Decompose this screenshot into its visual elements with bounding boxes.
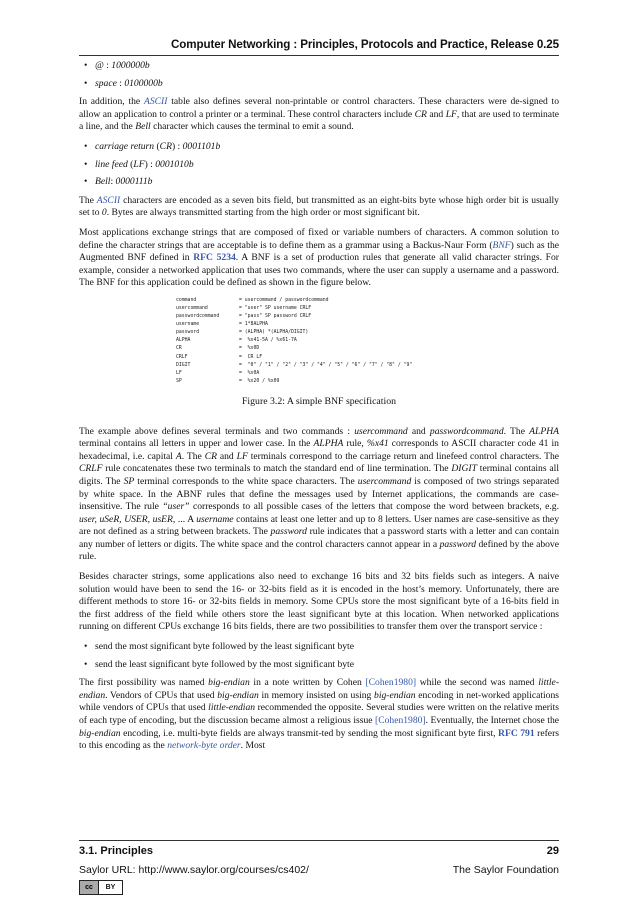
list-item: • @ : 1000000b [79, 60, 559, 73]
list-item: • carriage return (CR) : 0001101b [79, 141, 559, 154]
code-row: DIGIT = "0" / "1" / "2" / "3" / "4" / "5" / "6" / "7" / "8" / "9" [176, 362, 413, 368]
code-row: SP = %x20 / %x09 [176, 378, 280, 384]
paragraph-binary-fields: Besides character strings, some applications also need to exchange 16 bits and 32 bits fields such as integers. A naive solution would have been to send the 16- or 32-bits field as it is encoded in the host’s memory. Unfortunately, there are different methods to store 16- or 32-bits fields in memory. Some CPUs store the most significant byte of a 16-bits field in the first address of the field while others store the least significant byte at this location. When networked applications running on different CPUs exchange 16 bits fields, there are two possibilities to transfer them over the transport service : [79, 571, 559, 633]
paragraph-control-characters: In addition, the ASCII table also defines several non-printable or control characters. These characters were de-signed to allow an application to control a printer or a terminal. These control characters include CR and LF, that are used to terminate a line, and the Bell character which causes the terminal to emit a sound. [79, 96, 560, 133]
ascii-link[interactable]: ASCII [96, 194, 121, 206]
bullet-list-byte-order [79, 641, 559, 671]
paragraph-endianness: The first possibility was named big-endian in a note written by Cohen [Cohen1980] while the second was named little-endian. Vendors of CPUs that used big-endian in memory insisted on using big-endian encoding in net-worked applications while vendors of CPUs that used little-endian recommended the opposite. Several studies were written on the relative merits of each type of encoding, but the discussion became almost a religious issue [Cohen1980]. Eventually, the Internet chose the big-endian encoding, i.e. multi-byte fields are always transmit-ted by sending the most significant byte first, RFC 791 refers to this encoding as the network-byte order. Most [79, 677, 560, 752]
list-item: • send the least significant byte followed by the most significant byte [79, 659, 559, 672]
creative-commons-badge [79, 880, 123, 895]
footer-section: 3.1. Principles [79, 845, 153, 857]
cc-icon: cc [80, 881, 99, 894]
page-number: 29 [546, 845, 559, 857]
code-row: password = (ALPHA) *(ALPHA/DIGIT) [176, 330, 309, 336]
bullet-list-top [79, 60, 559, 90]
by-icon: BY [105, 884, 116, 891]
code-row: LF = %x0A [176, 370, 260, 376]
paragraph-bnf: Most applications exchange strings that are composed of fixed or variable numbers of characters. A common solution to define the character strings that are acceptable is to define them as a grammar using a Backus-Naur Form (BNF) such as the Augmented BNF defined in RFC 5234. A BNF is a set of production rules that generate all valid character strings. For example, consider a networked application that uses two commands, where the user can supply a username and a password. The BNF for this application could be defined as shown in the figure below. [79, 226, 560, 289]
figure-caption: Figure 3.2: A simple BNF specification [241, 395, 397, 407]
rfc-791-link[interactable]: RFC 791 [498, 727, 535, 739]
network-byte-order-link[interactable]: network-byte order [167, 740, 241, 752]
bullet-list-control [79, 141, 559, 189]
footer-rule [79, 840, 559, 841]
code-row: command = usercommand / passwordcommand [176, 297, 329, 303]
cohen1980-citation-link[interactable]: [Cohen1980] [365, 677, 417, 689]
footer-foundation: The Saylor Foundation [452, 864, 559, 876]
code-row: ALPHA = %x41-5A / %x61-7A [176, 338, 297, 344]
footer-url: Saylor URL: http://www.saylor.org/courses/cs402/ [79, 864, 309, 876]
list-item: • line feed (LF) : 0001010b [79, 159, 559, 172]
bnf-link[interactable]: BNF [492, 239, 511, 251]
list-item: • space : 0100000b [79, 78, 559, 91]
code-row: CRLF = CR LF [176, 354, 263, 360]
header-rule [79, 55, 559, 56]
list-item: • send the most significant byte followed by the least significant byte [79, 641, 559, 654]
page-content [79, 60, 559, 760]
paragraph-bnf-explanation: The example above defines several terminals and two commands : usercommand and passwordcommand. The ALPHA terminal contains all letters in upper and lower case. In the ALPHA rule, %x41 corresponds to ASCII character code 41 in hexadecimal, i.e. capital A. The CR and LF terminals correspond to the carriage return and linefeed control characters. The CRLF rule concatenates these two terminals to match the standard end of line termination. The DIGIT terminal contains all digits. The SP terminal corresponds to the white space characters. The usercommand is composed of two strings separated by white space. In the ABNF rules that define the messages used by Internet applications, the commands are case-insensitive. The rule “user” corresponds to all possible cases of the letters that compose the word between brackets, e.g. user, uSeR, USER, usER, ... A username contains at least one letter and up to 8 letters. User names are case-sensitive as they are not defined as a string between brackets. The password rule indicates that a password starts with a letter and can contain any number of letters or digits. The white space and the control characters cannot appear in a password defined by the above rule. [79, 425, 560, 563]
code-row: CR = %x0D [176, 346, 260, 352]
code-row: passwordcommand = "pass" SP password CRLF [176, 314, 312, 320]
ascii-link[interactable]: ASCII [143, 96, 168, 108]
code-row: username = 1*8ALPHA [176, 322, 268, 328]
code-row: usercommand = "user" SP username CRLF [176, 306, 312, 311]
paragraph-ascii-encoding: The ASCII characters are encoded as a seven bits field, but transmitted as an eight-bits byte whose high order bit is usually set to 0. Bytes are always transmitted starting from the high order or most significant bit. [79, 194, 559, 219]
cohen1980-citation-link[interactable]: [Cohen1980] [375, 715, 426, 726]
bnf-code-block [176, 297, 559, 386]
rfc-5234-link[interactable]: RFC 5234 [193, 252, 236, 264]
list-item: • Bell: 0000111b [79, 176, 559, 189]
running-header: Computer Networking : Principles, Protocols and Practice, Release 0.25 [171, 38, 559, 51]
